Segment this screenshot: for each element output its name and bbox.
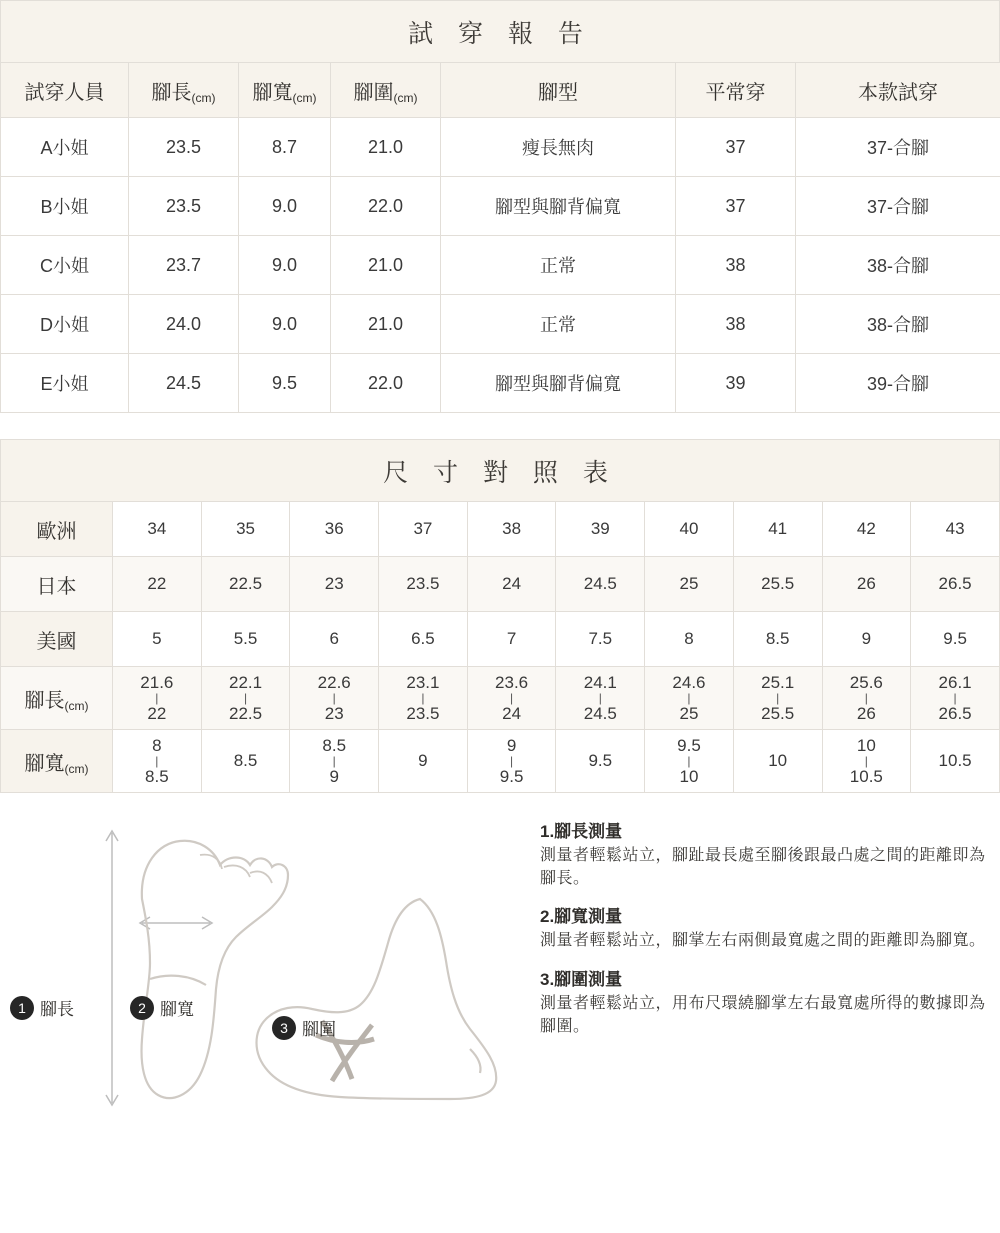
table-row xyxy=(1,236,1000,295)
range-to: 10.5 xyxy=(849,767,883,786)
cell-foot-length xyxy=(733,667,822,730)
range-to: 10 xyxy=(679,767,699,786)
range-from: 22.6 xyxy=(317,672,351,692)
label-foot-girth-text: 腳圍 xyxy=(302,1020,336,1039)
range-dash: | xyxy=(243,691,248,705)
cell-foot-width xyxy=(113,730,202,793)
range-from: 9 xyxy=(506,735,517,755)
cell-usa: 5 xyxy=(113,612,202,667)
cell-japan: 25.5 xyxy=(733,557,822,612)
cell-foot-length xyxy=(645,667,734,730)
badge-3: 3 xyxy=(272,1016,296,1040)
note-body-length: 測量者輕鬆站立，腳趾最長處至腳後跟最凸處之間的距離即為腳長。 xyxy=(540,847,986,888)
cell-tried: 38-合腳 xyxy=(796,236,1000,295)
cell-japan: 25 xyxy=(645,557,734,612)
range-dash: | xyxy=(332,691,336,705)
range-to: 9.5 xyxy=(499,767,524,786)
col-foot-width-unit: (cm) xyxy=(292,90,317,105)
cell-width: 9.5 xyxy=(239,354,331,413)
range-dash: | xyxy=(864,691,868,705)
range-to: 26 xyxy=(856,704,876,723)
range-dash: | xyxy=(687,754,691,768)
col-person-label: 試穿人員 xyxy=(24,81,105,104)
badge-1: 1 xyxy=(10,996,34,1020)
cell-usual: 39 xyxy=(676,354,796,413)
table-row xyxy=(1,118,1000,177)
range-from: 9.5 xyxy=(677,735,701,755)
cell-girth: 22.0 xyxy=(331,177,441,236)
cell-foot-length xyxy=(911,667,1000,730)
cell-japan: 24.5 xyxy=(556,557,645,612)
cell-width: 9.0 xyxy=(239,177,331,236)
foot-diagram-svg xyxy=(0,803,540,1143)
cell-width: 9.0 xyxy=(239,236,331,295)
cell-length: 23.7 xyxy=(129,236,239,295)
cell-usual: 37 xyxy=(676,177,796,236)
cell-usual: 37 xyxy=(676,118,796,177)
col-foot-girth-label: 腳圍 xyxy=(353,81,394,104)
cell-usa: 7 xyxy=(467,612,556,667)
cell-usa: 6.5 xyxy=(379,612,468,667)
cell-europe: 39 xyxy=(556,502,645,557)
cell-europe: 37 xyxy=(379,502,468,557)
table-row xyxy=(1,177,1000,236)
range-dash: | xyxy=(510,691,514,705)
range-dash: | xyxy=(421,691,425,705)
range-from: 25.6 xyxy=(849,672,883,692)
range-to: 24.5 xyxy=(583,704,617,723)
note-title-length: 1.腳長測量 xyxy=(540,822,623,841)
cell-foot-length xyxy=(556,667,645,730)
range-from: 23.6 xyxy=(495,672,529,692)
range-from: 8 xyxy=(152,735,162,755)
range-from: 10 xyxy=(856,735,876,755)
col-foot-length-unit: (cm) xyxy=(191,90,216,105)
cell-foot-width: 9.5 xyxy=(556,730,645,793)
row-label-japan: 日本 xyxy=(1,557,113,612)
foot-width-arrow xyxy=(140,917,212,929)
col-usual-size-label: 平常穿 xyxy=(705,81,766,104)
col-foot-width-label: 腳寬 xyxy=(252,81,293,104)
col-person xyxy=(1,63,129,118)
range-from: 22.1 xyxy=(228,672,263,692)
range-to: 9 xyxy=(329,767,339,786)
col-foot-width xyxy=(239,63,331,118)
cell-foot-length xyxy=(113,667,202,730)
foot-measurement-illustration xyxy=(0,803,540,1143)
cell-europe: 38 xyxy=(467,502,556,557)
range-dash: | xyxy=(776,691,780,705)
cell-type: 正常 xyxy=(441,295,676,354)
cell-width: 8.7 xyxy=(239,118,331,177)
try-on-report-title xyxy=(0,0,1000,62)
cell-girth: 21.0 xyxy=(331,295,441,354)
note-title-girth: 3.腳圍測量 xyxy=(540,969,623,989)
cell-type: 腳型與腳背偏寬 xyxy=(441,354,676,413)
cell-girth: 22.0 xyxy=(331,354,441,413)
range-from: 24.6 xyxy=(672,672,706,692)
cell-type: 腳型與腳背偏寬 xyxy=(441,177,676,236)
range-dash: | xyxy=(332,754,336,768)
foot-length-arrow xyxy=(106,831,118,1105)
cell-tried: 39-合腳 xyxy=(796,354,1000,413)
range-to: 25 xyxy=(679,704,699,723)
range-from: 25.1 xyxy=(761,672,795,692)
cell-foot-length xyxy=(822,667,911,730)
range-dash: | xyxy=(155,754,159,768)
cell-tried: 38-合腳 xyxy=(796,295,1000,354)
row-foot-width xyxy=(1,730,1000,793)
cell-europe: 42 xyxy=(822,502,911,557)
cell-europe: 40 xyxy=(645,502,734,557)
size-chart-title-text: 尺 寸 對 照 表 xyxy=(383,458,617,487)
cell-length: 24.0 xyxy=(129,295,239,354)
col-foot-length-label: 腳長 xyxy=(151,81,192,104)
cell-usa: 9 xyxy=(822,612,911,667)
cell-person: D小姐 xyxy=(1,295,129,354)
range-dash: | xyxy=(510,754,514,768)
cell-foot-width xyxy=(645,730,734,793)
cell-length: 24.5 xyxy=(129,354,239,413)
range-from: 24.1 xyxy=(583,672,617,692)
cell-foot-length xyxy=(201,667,290,730)
range-to: 8.5 xyxy=(145,767,169,786)
cell-usa: 6 xyxy=(290,612,379,667)
try-on-report-table xyxy=(0,62,1000,413)
col-tried-size xyxy=(796,63,1000,118)
cell-foot-width xyxy=(467,730,556,793)
label-foot-width xyxy=(130,995,194,1020)
cell-japan: 24 xyxy=(467,557,556,612)
table-row xyxy=(1,295,1000,354)
cell-usa: 9.5 xyxy=(911,612,1000,667)
cell-length: 23.5 xyxy=(129,118,239,177)
range-dash: | xyxy=(155,691,159,705)
cell-usa: 5.5 xyxy=(201,612,290,667)
col-foot-girth-unit: (cm) xyxy=(393,90,418,105)
col-foot-type-label: 腳型 xyxy=(538,81,578,104)
range-to: 24 xyxy=(502,704,522,723)
range-from: 21.6 xyxy=(140,672,174,692)
cell-person: A小姐 xyxy=(1,118,129,177)
row-label-europe: 歐洲 xyxy=(1,502,113,557)
cell-usual: 38 xyxy=(676,295,796,354)
cell-foot-width: 10.5 xyxy=(911,730,1000,793)
cell-europe: 43 xyxy=(911,502,1000,557)
label-foot-girth xyxy=(272,1015,336,1040)
cell-europe: 36 xyxy=(290,502,379,557)
col-tried-size-label: 本款試穿 xyxy=(858,81,938,104)
range-to: 23.5 xyxy=(406,704,440,723)
range-dash: | xyxy=(687,691,691,705)
range-to: 26.5 xyxy=(938,704,972,723)
note-body-girth: 測量者輕鬆站立，用布尺環繞腳掌左右最寬處所得的數據即為腳圍。 xyxy=(540,994,986,1035)
cell-europe: 41 xyxy=(733,502,822,557)
row-japan xyxy=(1,557,1000,612)
foot-outline-side xyxy=(257,899,497,1099)
cell-person: B小姐 xyxy=(1,177,129,236)
cell-foot-length xyxy=(290,667,379,730)
try-on-report-title-text: 試 穿 報 告 xyxy=(408,19,592,48)
row-label-foot-width xyxy=(1,730,113,793)
cell-japan: 22 xyxy=(113,557,202,612)
table-header-row xyxy=(1,63,1000,118)
range-to: 23 xyxy=(324,704,344,723)
cell-foot-length xyxy=(467,667,556,730)
foot-outline-top xyxy=(142,841,288,1098)
cell-usa: 8.5 xyxy=(733,612,822,667)
cell-person: C小姐 xyxy=(1,236,129,295)
cell-europe: 35 xyxy=(201,502,290,557)
col-usual-size xyxy=(676,63,796,118)
cell-foot-width: 10 xyxy=(733,730,822,793)
cell-foot-width xyxy=(290,730,379,793)
row-label-foot-length-unit: (cm) xyxy=(64,698,89,713)
cell-japan: 22.5 xyxy=(201,557,290,612)
measurement-notes xyxy=(540,803,1000,1143)
cell-width: 9.0 xyxy=(239,295,331,354)
row-europe xyxy=(1,502,1000,557)
range-from: 8.5 xyxy=(322,735,347,755)
cell-japan: 23 xyxy=(290,557,379,612)
section-divider xyxy=(0,413,1000,439)
cell-europe: 34 xyxy=(113,502,202,557)
cell-usual: 38 xyxy=(676,236,796,295)
row-label-foot-width-text: 腳寬 xyxy=(24,752,65,775)
row-label-foot-length-text: 腳長 xyxy=(24,689,65,712)
range-from: 23.1 xyxy=(406,672,440,692)
label-foot-length-text: 腳長 xyxy=(40,1000,74,1019)
range-dash: | xyxy=(953,691,957,705)
cell-usa: 7.5 xyxy=(556,612,645,667)
cell-japan: 26.5 xyxy=(911,557,1000,612)
col-foot-girth xyxy=(331,63,441,118)
cell-foot-width: 8.5 xyxy=(201,730,290,793)
badge-2: 2 xyxy=(130,996,154,1020)
col-foot-type xyxy=(441,63,676,118)
label-foot-width-text: 腳寬 xyxy=(160,1000,194,1019)
note-title-width: 2.腳寬測量 xyxy=(540,907,623,927)
cell-tried: 37-合腳 xyxy=(796,177,1000,236)
range-dash: | xyxy=(598,691,602,705)
note-body-width: 測量者輕鬆站立，腳掌左右兩側最寬處之間的距離即為腳寬。 xyxy=(540,932,986,950)
cell-foot-width xyxy=(822,730,911,793)
col-foot-length xyxy=(129,63,239,118)
cell-usa: 8 xyxy=(645,612,734,667)
size-chart-title xyxy=(0,439,1000,501)
row-foot-length xyxy=(1,667,1000,730)
label-foot-length xyxy=(10,995,74,1020)
table-row xyxy=(1,354,1000,413)
cell-type: 正常 xyxy=(441,236,676,295)
cell-girth: 21.0 xyxy=(331,236,441,295)
cell-japan: 26 xyxy=(822,557,911,612)
measurement-guide-section xyxy=(0,803,1000,1143)
range-dash: | xyxy=(864,754,868,768)
range-to: 22.5 xyxy=(228,704,263,723)
cell-japan: 23.5 xyxy=(379,557,468,612)
size-conversion-table xyxy=(0,501,1000,793)
cell-length: 23.5 xyxy=(129,177,239,236)
range-to: 22 xyxy=(147,704,167,723)
cell-person: E小姐 xyxy=(1,354,129,413)
cell-tried: 37-合腳 xyxy=(796,118,1000,177)
row-label-foot-length xyxy=(1,667,113,730)
row-usa xyxy=(1,612,1000,667)
cell-girth: 21.0 xyxy=(331,118,441,177)
row-label-usa: 美國 xyxy=(1,612,113,667)
cell-type: 瘦長無肉 xyxy=(441,118,676,177)
row-label-foot-width-unit: (cm) xyxy=(64,761,89,776)
cell-foot-width: 9 xyxy=(379,730,468,793)
range-to: 25.5 xyxy=(761,704,795,723)
cell-foot-length xyxy=(379,667,468,730)
range-from: 26.1 xyxy=(938,672,972,692)
